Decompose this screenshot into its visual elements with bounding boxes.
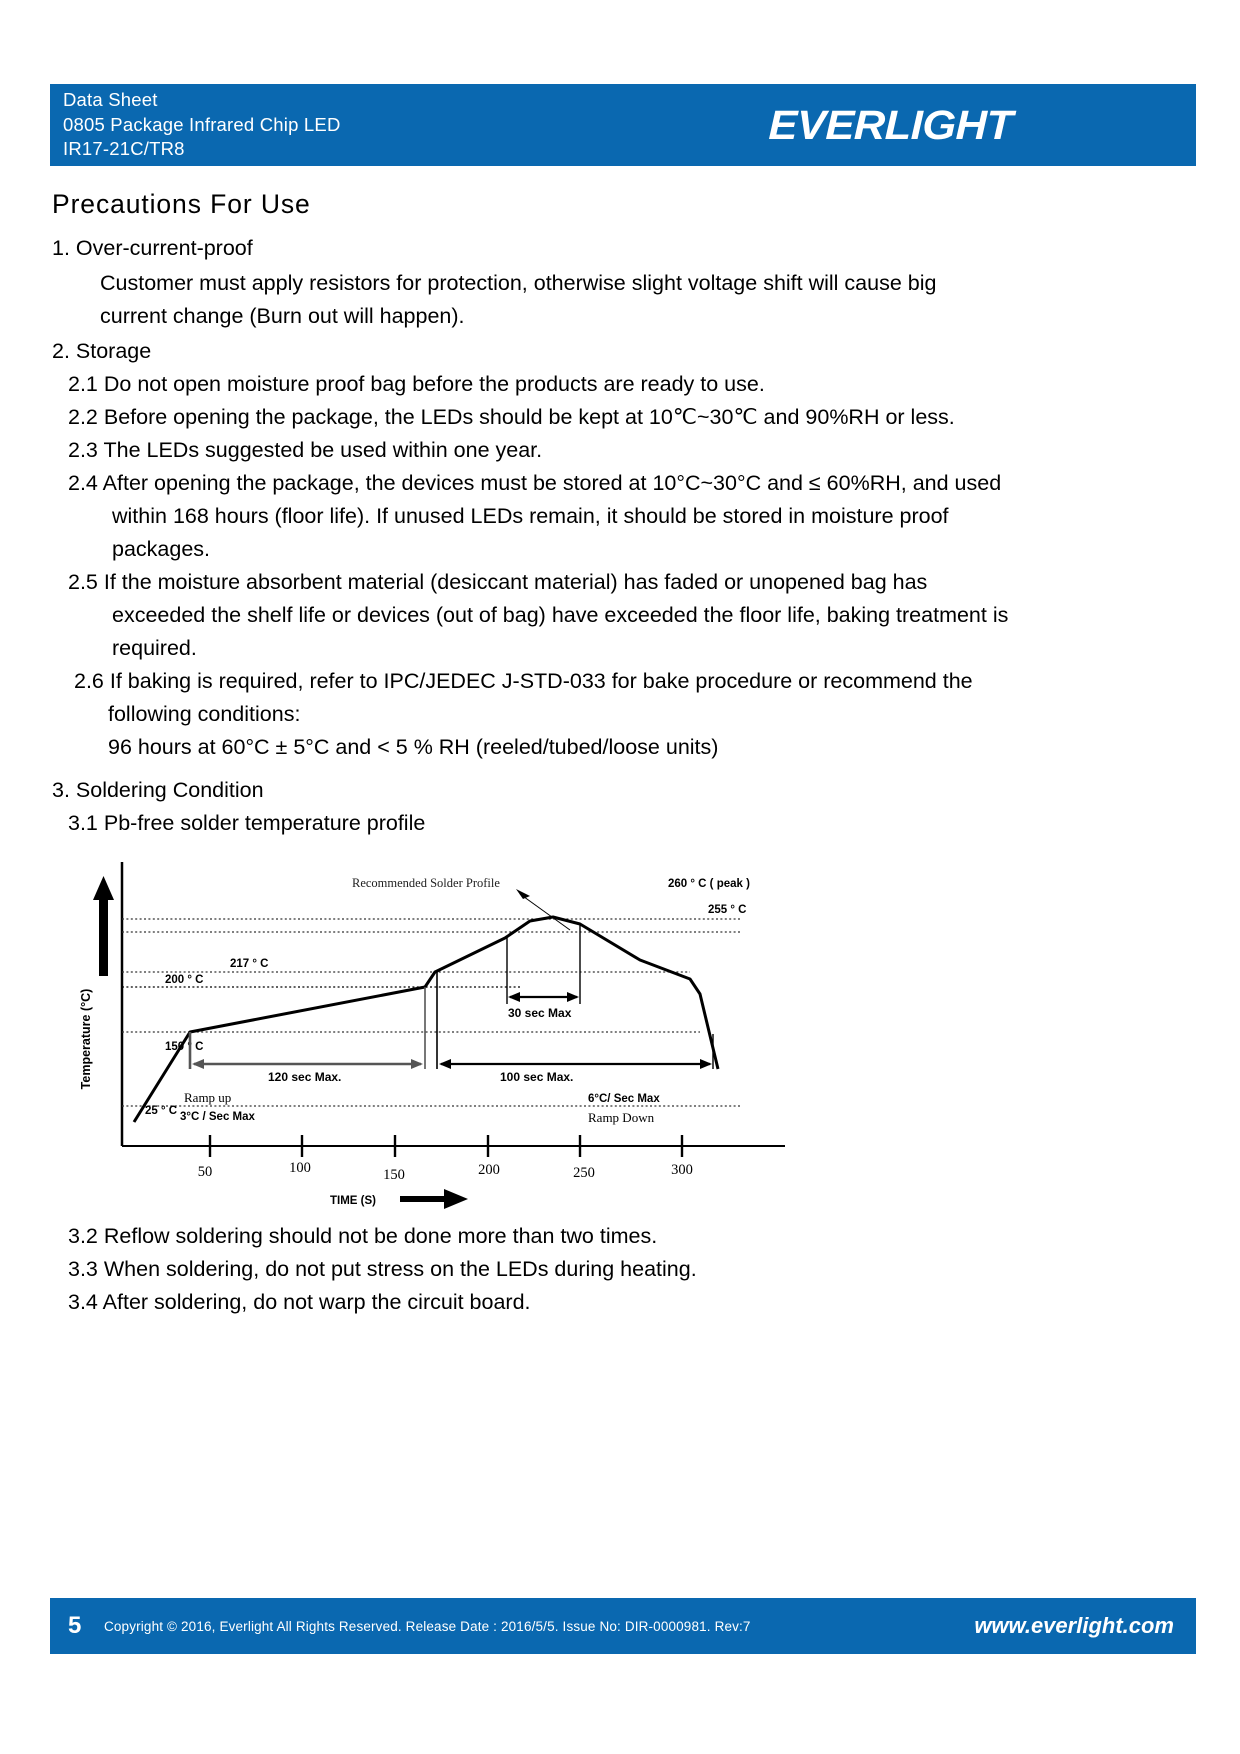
label-ramp-up-line1: Ramp up [184,1090,232,1105]
label-ramp-down-line1: 6°C/ Sec Max [588,1093,660,1105]
solder-profile-svg [0,854,1240,1207]
page-content [0,186,1240,1319]
section-1-line-1: Customer must apply resistors for protection, otherwise slight voltage shift will cause big [100,271,937,295]
section-2-4-line-3: packages. [112,537,211,561]
everlight-logo: EVERLIGHT [767,101,1013,148]
section-2-1: 2.1 Do not open moisture proof bag before the products are ready to use. [68,372,765,396]
label-100-sec-max: 100 sec Max. [500,1070,574,1084]
copyright-text: Copyright © 2016, Everlight All Rights Reserved. Release Date : 2016/5/5. Issue No: DIR-0000981. Rev:7 [104,1618,751,1634]
section-1-line-2: current change (Burn out will happen). [100,304,465,328]
section-2-4-line-1: 2.4 After opening the package, the devices must be stored at 10°C~30°C and ≤ 60%RH, and used [68,471,1002,495]
section-3-2: 3.2 Reflow soldering should not be done more than two times. [68,1224,658,1248]
label-ramp-down-line2: Ramp Down [588,1110,655,1125]
section-2-6-line-2: following conditions: [108,702,301,726]
page-number: 5 [68,1612,82,1639]
x-tick-100: 100 [289,1160,311,1176]
x-tick-150: 150 [383,1167,405,1183]
section-2-3: 2.3 The LEDs suggested be used within one year. [68,438,543,462]
header-product-name: 0805 Package Infrared Chip LED [63,113,341,135]
time-direction-arrow-icon [400,1189,468,1209]
section-2-6-line-1: 2.6 If baking is required, refer to IPC/JEDEC J-STD-033 for bake procedure or recommend the [74,669,973,693]
callout-leader-line [520,894,570,930]
temperature-arrow-icon [93,876,114,976]
section-2-5-line-3: required. [112,636,197,660]
callout-arrow-icon [516,889,530,899]
website-link[interactable]: www.everlight.com [974,1613,1174,1638]
header-part-number: IR17-21C/TR8 [63,138,185,160]
y-axis-title: Temperature (°C) [79,988,93,1090]
page-footer [50,1598,1196,1654]
header-title-block [50,88,341,162]
x-tick-300: 300 [671,1162,693,1178]
section-1-heading: 1. Over-current-proof [52,236,253,260]
label-peak-260: 260 ° C ( peak ) [668,878,750,890]
section-2-heading: 2. Storage [52,339,152,363]
section-3-4: 3.4 After soldering, do not warp the circuit board. [68,1290,531,1314]
label-120-sec-max: 120 sec Max. [268,1070,342,1084]
section-2-5-line-2: exceeded the shelf life or devices (out of bag) have exceeded the floor life, baking treatment is [112,603,1009,627]
x-tick-200: 200 [478,1162,500,1178]
x-tick-50: 50 [197,1164,213,1180]
section-3-heading: 3. Soldering Condition [52,778,264,802]
label-150: 150 ° C [165,1041,204,1053]
label-25: 25 ° C [145,1105,178,1117]
label-217: 217 ° C [230,958,269,970]
section-2-2: 2.2 Before opening the package, the LEDs should be kept at 10℃~30℃ and 90%RH or less. [68,405,955,429]
label-ramp-up-line2: 3°C / Sec Max [180,1111,255,1123]
x-axis-title: TIME (S) [330,1195,376,1207]
section-2-4-line-2: within 168 hours (floor life). If unused LEDs remain, it should be stored in moisture proof [112,504,949,528]
peak-span-arrow [508,992,579,1002]
label-255: 255 ° C [708,904,747,916]
page-title: Precautions For Use [52,189,311,219]
x-tick-250: 250 [573,1165,595,1181]
section-3-1: 3.1 Pb-free solder temperature profile [68,811,426,835]
reflow-span-arrow [439,1059,712,1069]
page-header [50,84,1196,166]
label-30-sec-max: 30 sec Max [508,1006,572,1020]
label-200: 200 ° C [165,974,204,986]
preheat-span-arrow [192,1059,423,1069]
section-3-3: 3.3 When soldering, do not put stress on the LEDs during heating. [68,1257,697,1281]
section-2-6-line-3: 96 hours at 60°C ± 5°C and < 5 % RH (reeled/tubed/loose units) [108,735,719,759]
header-doc-type: Data Sheet [63,89,158,111]
chart-callout-label: Recommended Solder Profile [352,876,500,890]
section-2-5-line-1: 2.5 If the moisture absorbent material (desiccant material) has faded or unopened bag has [68,570,928,594]
solder-profile-chart [0,854,1240,1207]
